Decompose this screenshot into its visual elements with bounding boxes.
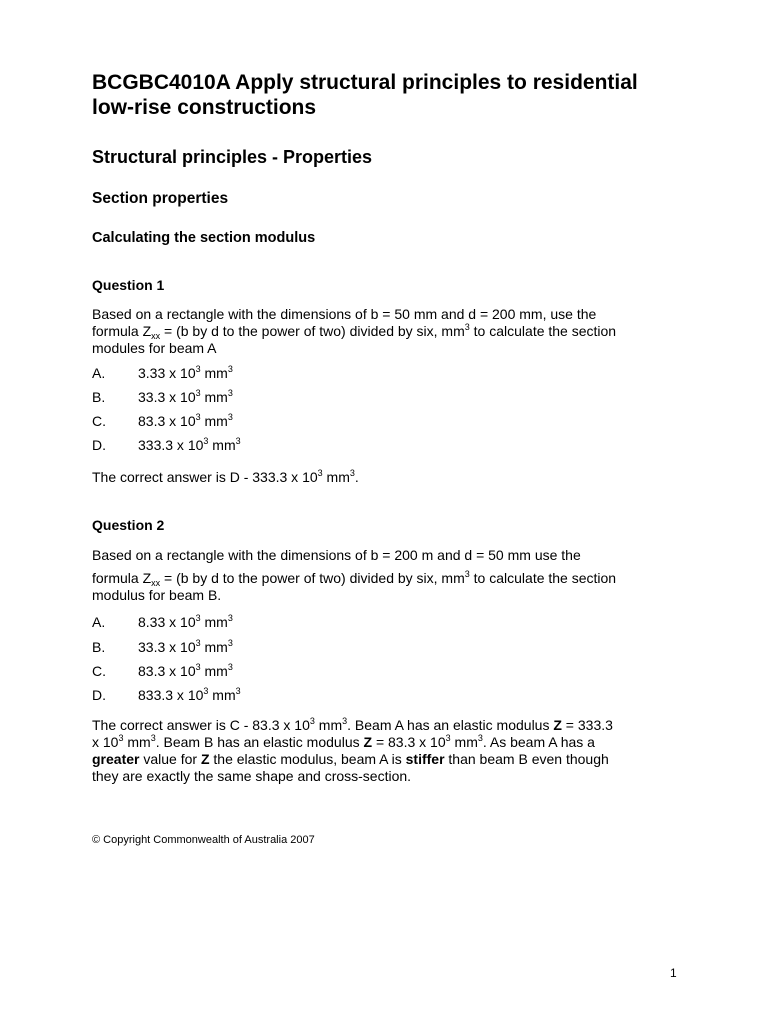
question-2-option-a: A. 8.33 x $10^3$ $mm^3$ <box>92 613 233 630</box>
question-2-explanation <box>92 717 682 785</box>
question-2-option-d: D. 833.3 x $10^3$ $mm^3$ <box>92 686 241 703</box>
question-1-option-a: A. 3.33 x $10^3$ $mm^3$ <box>92 364 233 381</box>
copyright-notice: © Copyright Commonwealth of Australia 2007 <box>92 834 315 846</box>
heading-section-properties: Section properties <box>92 190 229 207</box>
prompt-line: Based on a rectangle with the dimensions of b = 50 mm and d = 200 mm, use the <box>92 306 597 322</box>
explanation-line: they are exactly the same shape and cross-section. <box>92 768 412 784</box>
explanation-line: greater value for Z the elastic modulus, beam A is stiffer than beam B even though <box>92 751 609 767</box>
prompt-line: modulus for beam B. <box>92 587 222 603</box>
page-number: 1 <box>670 966 677 980</box>
question-2-option-c: C. 83.3 x $10^3$ $mm^3$ <box>92 662 233 679</box>
question-2-option-b: B. 33.3 x $10^3$ $mm^3$ <box>92 638 233 655</box>
document-title: BCGBC4010A Apply structural principles to residential low-rise constructions <box>92 71 638 119</box>
prompt-line: formula $Z_{xx} = (b$ by d to the power of two) divided by six, $mm^3$ to calculate the section <box>92 569 617 588</box>
question-1-label: Question 1 <box>92 277 165 293</box>
question-1-option-b: B. 33.3 x $10^3$ $mm^3$ <box>92 388 233 405</box>
prompt-line: modules for beam A <box>92 340 217 356</box>
question-2-prompt <box>92 547 682 604</box>
heading-calculating-section-modulus: Calculating the section modulus <box>92 230 316 246</box>
prompt-line: formula $Z_{xx} = (b$ by d to the power of two) divided by six, $mm^3$ to calculate the section <box>92 322 617 341</box>
question-1-prompt <box>92 306 682 357</box>
question-1-option-c: C. 83.3 x $10^3$ $mm^3$ <box>92 412 233 429</box>
explanation-line: The correct answer is C - 83.3 x $10^3$ $mm^3$. Beam A has an elastic modulus Z = 333.3 <box>92 716 613 733</box>
heading-properties: Structural principles - Properties <box>92 147 373 167</box>
question-2-label: Question 2 <box>92 517 165 533</box>
question-1-answer: The correct answer is D - 333.3 x $10^3$ $mm^3$. <box>92 468 359 485</box>
question-1-option-d: D. 333.3 x $10^3$ $mm^3$ <box>92 436 241 453</box>
explanation-line: x $10^3$ $mm^3$. Beam B has an elastic modulus Z = 83.3 x $10^3$ $mm^3$. As beam A has a <box>92 733 595 750</box>
prompt-line: Based on a rectangle with the dimensions of b = 200 m and d = 50 mm use the <box>92 547 581 563</box>
